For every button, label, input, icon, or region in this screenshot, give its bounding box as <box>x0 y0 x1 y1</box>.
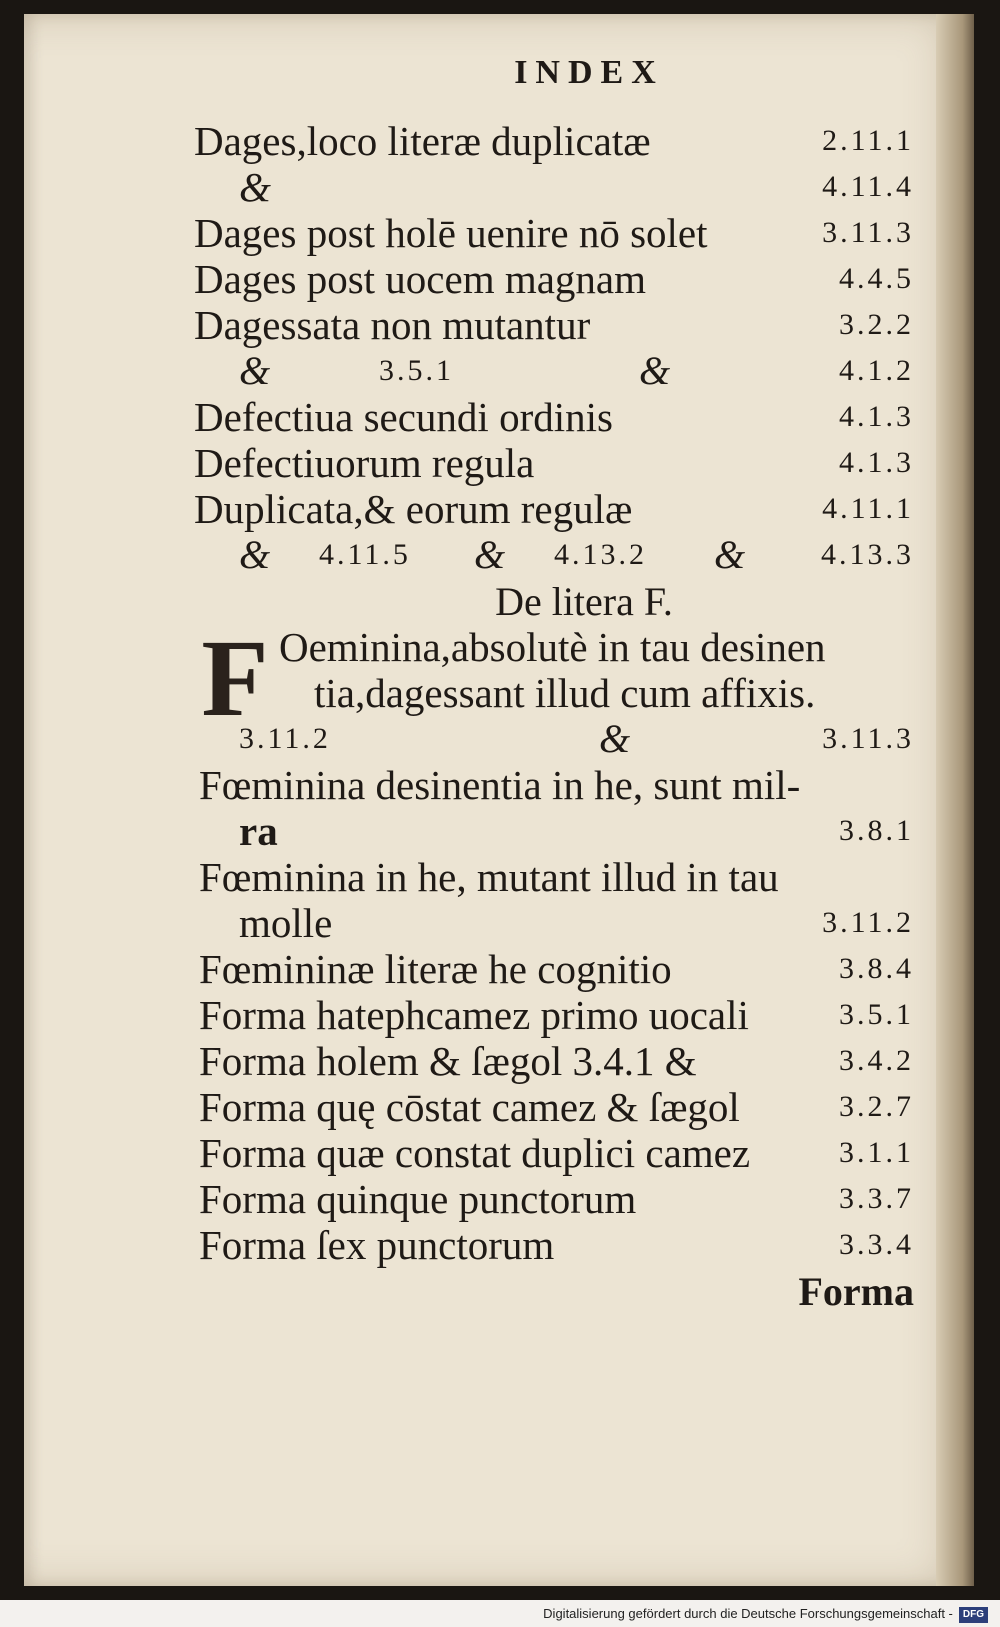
entry-ref: 3.3.4 <box>839 1228 914 1261</box>
entry-ref: 3.8.1 <box>839 814 914 847</box>
index-entry <box>194 992 914 1038</box>
entry-ampersand: & <box>239 532 274 577</box>
entry-text: Fœmininæ literæ he cognitio <box>199 946 672 992</box>
entry-ref: 3.5.1 <box>379 354 454 387</box>
entry-ref: 3.2.7 <box>839 1090 914 1123</box>
entry-text: & <box>239 164 271 210</box>
entry-ref: 3.11.2 <box>822 906 914 939</box>
entry-ref: 2.11.1 <box>822 124 914 157</box>
index-entry <box>194 486 914 532</box>
index-entry <box>194 256 914 302</box>
index-entry <box>194 900 914 946</box>
index-entry <box>194 1084 914 1130</box>
digitization-footer <box>0 1600 1000 1627</box>
entry-ref: 3.1.1 <box>839 1136 914 1169</box>
section-heading: De litera F. <box>495 579 673 624</box>
entry-ref: 3.2.2 <box>839 308 914 341</box>
index-entry <box>194 1176 914 1222</box>
entry-text: Fœminina in he, mutant illud in tau <box>199 854 779 900</box>
entry-ampersand: & <box>599 716 634 761</box>
entry-text: ra <box>239 808 278 854</box>
entry-text: Forma ſex punctorum <box>199 1222 555 1268</box>
entry-ref: 4.13.3 <box>821 538 914 571</box>
entry-ref: 4.11.1 <box>822 492 914 525</box>
index-entry <box>194 808 914 854</box>
index-text-block <box>194 46 944 1346</box>
book-page <box>24 14 974 1586</box>
entry-ref: 3.11.2 <box>239 722 331 755</box>
index-entry <box>194 210 914 256</box>
index-entry <box>194 762 914 808</box>
entry-text: Fœminina desinentia in he, sunt mil- <box>199 762 801 808</box>
entry-ampersand: & <box>714 532 749 577</box>
entry-ref: 4.1.3 <box>839 400 914 433</box>
entry-text: Duplicata,& eorum regulæ <box>194 486 633 532</box>
entry-ref: 3.3.7 <box>839 1182 914 1215</box>
entry-text: Dagessata non mutantur <box>194 302 591 348</box>
drop-cap-initial: F <box>201 617 269 739</box>
catchword: Forma <box>798 1269 914 1314</box>
entry-ref: 4.11.4 <box>822 170 914 203</box>
index-entry <box>194 118 914 164</box>
entry-ampersand: & <box>639 348 674 393</box>
entry-text: Defectiuorum regula <box>194 440 535 486</box>
entry-ref: 3.11.3 <box>822 722 914 755</box>
entry-text: Defectiua secundi ordinis <box>194 394 613 440</box>
index-entry <box>194 394 914 440</box>
index-entry <box>194 1222 914 1268</box>
running-head: INDEX <box>514 54 664 91</box>
footer-credit: Digitalisierung gefördert durch die Deutsche Forschungsgemeinschaft - <box>543 1606 953 1621</box>
entry-ref: 4.1.2 <box>839 354 914 387</box>
entry-text: Dages,loco literæ duplicatæ <box>194 118 651 164</box>
entry-ampersand: & <box>239 348 274 393</box>
entry-ref: 4.11.5 <box>319 538 411 571</box>
entry-text: molle <box>239 900 333 946</box>
index-entry <box>314 670 919 716</box>
index-entry <box>194 946 914 992</box>
entry-text: Forma hatephcamez primo uocali <box>199 992 749 1038</box>
entry-ref: 3.5.1 <box>839 998 914 1031</box>
entry-text: Forma quæ constat duplici camez <box>199 1130 751 1176</box>
entry-text: Forma quinque punctorum <box>199 1176 637 1222</box>
index-entry <box>194 854 914 900</box>
entry-ref: 3.8.4 <box>839 952 914 985</box>
entry-ref: 3.4.2 <box>839 1044 914 1077</box>
index-entry <box>194 348 914 394</box>
entry-ref: 4.1.3 <box>839 446 914 479</box>
entry-text: Dages post uocem magnam <box>194 256 647 302</box>
entry-ref: 3.11.3 <box>822 216 914 249</box>
entry-ref: 4.13.2 <box>554 538 647 571</box>
index-entry <box>194 302 914 348</box>
entry-text: Forma holem & ſægol 3.4.1 & <box>199 1038 697 1084</box>
index-entry <box>279 624 919 670</box>
entry-ampersand: & <box>474 532 509 577</box>
index-entry <box>194 716 914 762</box>
index-entry <box>194 532 914 578</box>
index-entry <box>194 164 914 210</box>
index-entry <box>194 1130 914 1176</box>
dfg-logo: DFG <box>959 1607 988 1623</box>
entry-text: Oeminina,absolutè in tau desinen <box>279 624 826 670</box>
entry-text: tia,dagessant illud cum affixis. <box>314 670 816 716</box>
entry-text: Forma quę cōstat camez & ſægol <box>199 1084 740 1130</box>
index-entry <box>194 440 914 486</box>
index-entry <box>194 1038 914 1084</box>
entry-text: Dages post holē uenire nō solet <box>194 210 708 256</box>
entry-ref: 4.4.5 <box>839 262 914 295</box>
